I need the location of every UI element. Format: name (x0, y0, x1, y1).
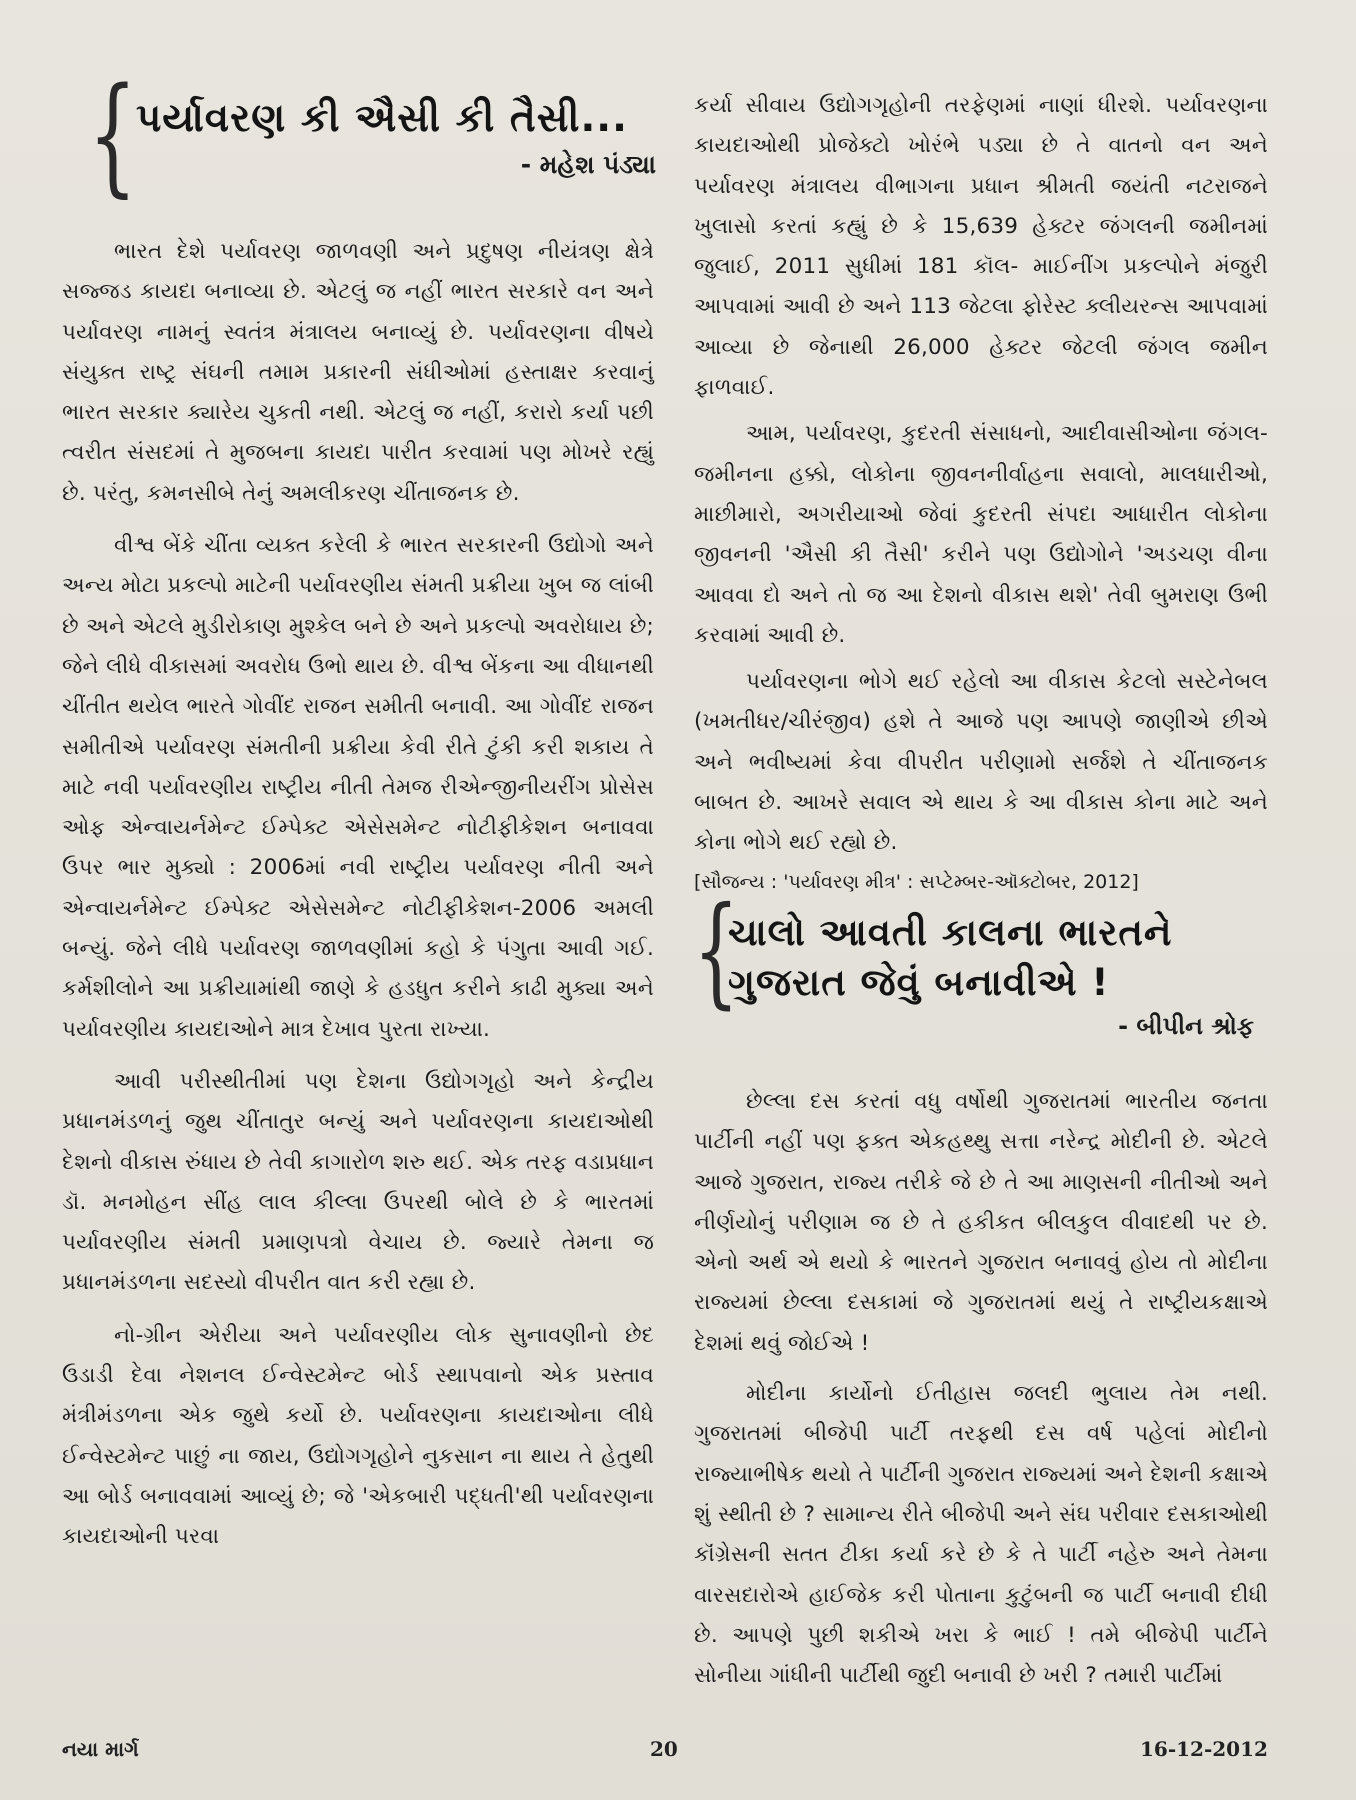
title-brace-icon: { (693, 882, 740, 1021)
article1-body-right (694, 86, 1268, 900)
title-brace-icon: { (88, 61, 138, 210)
article1-header (62, 0, 656, 210)
article1-paragraph: નો-ગ્રીન એરીયા અને પર્યાવરણીય લોક સુનાવણીનો છેદ ઉડાડી દેવા નેશનલ ઈન્વેસ્ટમેન્ટ બોર્ડ સ્થાપવાનો એક પ્રસ્તાવ મંત્રીમંડળના એક જુથે કર્યો છે. પર્યાવરણના કાયદાઓના લીધે ઈન્વેસ્ટમેન્ટ પાછું ના જાય, ઉદ્યોગગૃહોને નુકસાન ના થાય તે હેતુથી આ બોર્ડ બનાવવામાં આવ્યું છે; જે 'એકબારી પદ્ધતી'થી પર્યાવરણના કાયદાઓની પરવા (62, 1322, 654, 1550)
left-column (62, 0, 656, 1550)
article1-paragraph: કર્યા સીવાય ઉદ્યોગગૃહોની તરફેણમાં નાણાં ધીરશે. પર્યાવરણના કાયદાઓથી પ્રોજેક્ટો ખોરંભે પડ્યા છે તે વાતનો વન અને પર્યાવરણ મંત્રાલય વીભાગના પ્રધાન શ્રીમતી જયંતી નટરાજને ખુલાસો કરતાં કહ્યું છે કે 15,639 હેક્ટર જંગલની જમીનમાં જુલાઈ, 2011 સુધીમાં 181 કૉલ- માઈનીંગ પ્રકલ્પોને મંજુરી આપવામાં આવી છે અને 113 જેટલા ફોરેસ્ટ ક્લીયરન્સ આપવામાં આવ્યા છે જેનાથી 26,000 હેક્ટર જેટલી જંગલ જમીન ફાળવાઈ. (694, 93, 1268, 401)
article1-author: - મહેશ પંડ્યા (520, 150, 656, 179)
article1-paragraph: પર્યાવરણના ભોગે થઈ રહેલો આ વીકાસ કેટલો સસ્ટેનેબલ (ખમતીધર/ચીરંજીવ) હશે તે આજે પણ આપણે જાણીએ છીએ અને ભવીષ્યમાં કેવા વીપરીત પરીણામો સર્જશે તે ચીંતાજનક બાબત છે. આખરે સવાલ એ થાય કે આ વીકાસ કોના માટે અને કોના ભોગે થઈ રહ્યો છે. (694, 669, 1268, 856)
article1-paragraph: આવી પરીસ્થીતીમાં પણ દેશના ઉદ્યોગગૃહો અને કેન્દ્રીય પ્રધાનમંડળનું જુથ ચીંતાતુર બન્યું અને પર્યાવરણના કાયદાઓથી દેશનો વીકાસ રુંધાય છે તેવી કાગારોળ શરુ થઈ. એક તરફ વડાપ્રધાન ડૉ. મનમોહન સીંહ લાલ કીલ્લા ઉપરથી બોલે છે કે ભારતમાં પર્યાવરણીય સંમતી પ્રમાણપત્રો વેચાય છે. જ્યારે તેમના જ પ્રધાનમંડળના સદસ્યો વીપરીત વાત કરી રહ્યા છે. (62, 1068, 654, 1296)
page-footer (0, 1737, 1356, 1777)
article2-body (694, 1082, 1268, 1696)
article1-paragraph: આમ, પર્યાવરણ, કુદરતી સંસાધનો, આદીવાસીઓના જંગલ-જમીનના હક્કો, લોકોના જીવનનીર્વાહના સવાલો, માલધારીઓ, માછીમારો, અગરીયાઓ જેવાં કુદરતી સંપદા આધારીત લોકોના જીવનની 'ઐસી કી તૈસી' કરીને પણ ઉદ્યોગોને 'અડચણ વીના આવવા દો અને તો જ આ દેશનો વીકાસ થશે' તેવી બુમરાણ ઉભી કરવામાં આવી છે. (694, 421, 1268, 648)
article2-paragraph: મોદીના કાર્યોનો ઈતીહાસ જલદી ભુલાય તેમ નથી. ગુજરાતમાં બીજેપી પાર્ટી તરફથી દસ વર્ષ પહેલાં મોદીનો રાજ્યાભીષેક થયો તે પાર્ટીની ગુજરાત રાજ્યમાં અને દેશની કક્ષાએ શું સ્થીતી છે ? સામાન્ય રીતે બીજેપી અને સંઘ પરીવાર દસકાઓથી કૉંગ્રેસની સતત ટીકા કર્યા કરે છે કે તે પાર્ટી નહેરુ અને તેમના વારસદારોએ હાઈજેક કરી પોતાના કુટુંબની જ પાર્ટી બનાવી દીધી છે. આપણે પુછી શકીએ ખરા કે ભાઈ ! તમે બીજેપી પાર્ટીને સોનીયા ગાંધીની પાર્ટીથી જુદી બનાવી છે ખરી ? તમારી પાર્ટીમાં (694, 1381, 1268, 1689)
article2-header (693, 882, 1268, 1060)
article2-title (728, 908, 1172, 1008)
footer-date: 16-12-2012 (1140, 1737, 1268, 1761)
article1-title: પર્યાવરણ કી ઐસી કી તૈસી... (136, 96, 628, 141)
article2-title-line1: ચાલો આવતી કાલના ભારતને (728, 911, 1173, 954)
footer-publication: નયા માર્ગ (62, 1737, 139, 1761)
article1-paragraph: વીશ્વ બેંકે ચીંતા વ્યક્ત કરેલી કે ભારત સરકારની ઉદ્યોગો અને અન્ય મોટા પ્રકલ્પો માટેની પર્યાવરણીય સંમતી પ્રક્રીયા ખુબ જ લાંબી છે અને એટલે મુડીરોકાણ મુશ્કેલ બને છે અને પ્રકલ્પો અવરોધાય છે; જેને લીધે વીકાસમાં અવરોધ ઉભો થાય છે. વીશ્વ બેંકના આ વીધાનથી ચીંતીત થયેલ ભારતે ગોવીંદ રાજન સમીતી બનાવી. આ ગોવીંદ રાજન સમીતીએ પર્યાવરણ સંમતીની પ્રક્રીયા કેવી રીતે ટુંકી કરી શકાય તે માટે નવી પર્યાવરણીય રાષ્ટ્રીય નીતી તેમજ રીએન્જીનીયરીંગ પ્રોસેસ ઓફ એન્વાયર્નમેન્ટ ઈમ્પેક્ટ એસેસમેન્ટ નોટીફીકેશન બનાવવા ઉપર ભાર મુક્યો : 2006માં નવી રાષ્ટ્રીય પર્યાવરણ નીતી અને એન્વાયર્નમેન્ટ ઈમ્પેક્ટ એસેસમેન્ટ નોટીફીકેશન-2006 અમલી બન્યું. જેને લીધે પર્યાવરણ જાળવણીમાં કહો કે પંગુતા આવી ગઈ. કર્મશીલોને આ પ્રક્રીયામાંથી જાણે કે હડધુત કરીને કાઢી મુક્યા અને પર્યાવરણીય કાયદાઓને માત્ર દેખાવ પુરતા રાખ્યા. (62, 533, 654, 1042)
article2-author: - બીપીન શ્રોફ (1118, 1012, 1254, 1040)
article1-paragraph: ભારત દેશે પર્યાવરણ જાળવણી અને પ્રદુષણ નીયંત્રણ ક્ષેત્રે સજ્જડ કાયદા બનાવ્યા છે. એટલું જ નહીં ભારત સરકારે વન અને પર્યાવરણ નામનું સ્વતંત્ર મંત્રાલય બનાવ્યું છે. પર્યાવરણના વીષયે સંયુક્ત રાષ્ટ્ર સંઘની તમામ પ્રકારની સંધીઓમાં હસ્તાક્ષર કરવાનું ભારત સરકાર ક્યારેય ચુકતી નથી. એટલું જ નહીં, કરારો કર્યા પછી ત્વરીત સંસદમાં તે મુજબના કાયદા પારીત કરવામાં પણ મોખરે રહ્યું છે. પરંતુ, કમનસીબે તેનું અમલીકરણ ચીંતાજનક છે. (62, 239, 654, 506)
article2-paragraph: છેલ્લા દસ કરતાં વધુ વર્ષોથી ગુજરાતમાં ભારતીય જનતા પાર્ટીની નહીં પણ ફક્ત એકહથ્થુ સત્તા નરેન્દ્ર મોદીની છે. એટલે આજે ગુજરાત, રાજ્ય તરીકે જે છે તે આ માણસની નીતીઓ અને નીર્ણયોનું પરીણામ જ છે તે હકીકત બીલકુલ વીવાદથી પર છે. એનો અર્થ એ થયો કે ભારતને ગુજરાત બનાવવું હોય તો મોદીના રાજ્યમાં છેલ્લા દસકામાં જે ગુજરાતમાં થયું તે રાષ્ટ્રીયકક્ષાએ દેશમાં થવું જોઈએ ! (694, 1089, 1268, 1356)
footer-page-number: 20 (650, 1737, 678, 1761)
article1-body-left (62, 232, 654, 1558)
article2-title-line2: ગુજરાત જેવું બનાવીએ ! (728, 961, 1110, 1004)
article1-credit: [સૌજન્ય : 'પર્યાવરણ મીત્ર' : સપ્ટેમ્બર-ઑક્ટોબર, 2012] (694, 870, 1139, 893)
